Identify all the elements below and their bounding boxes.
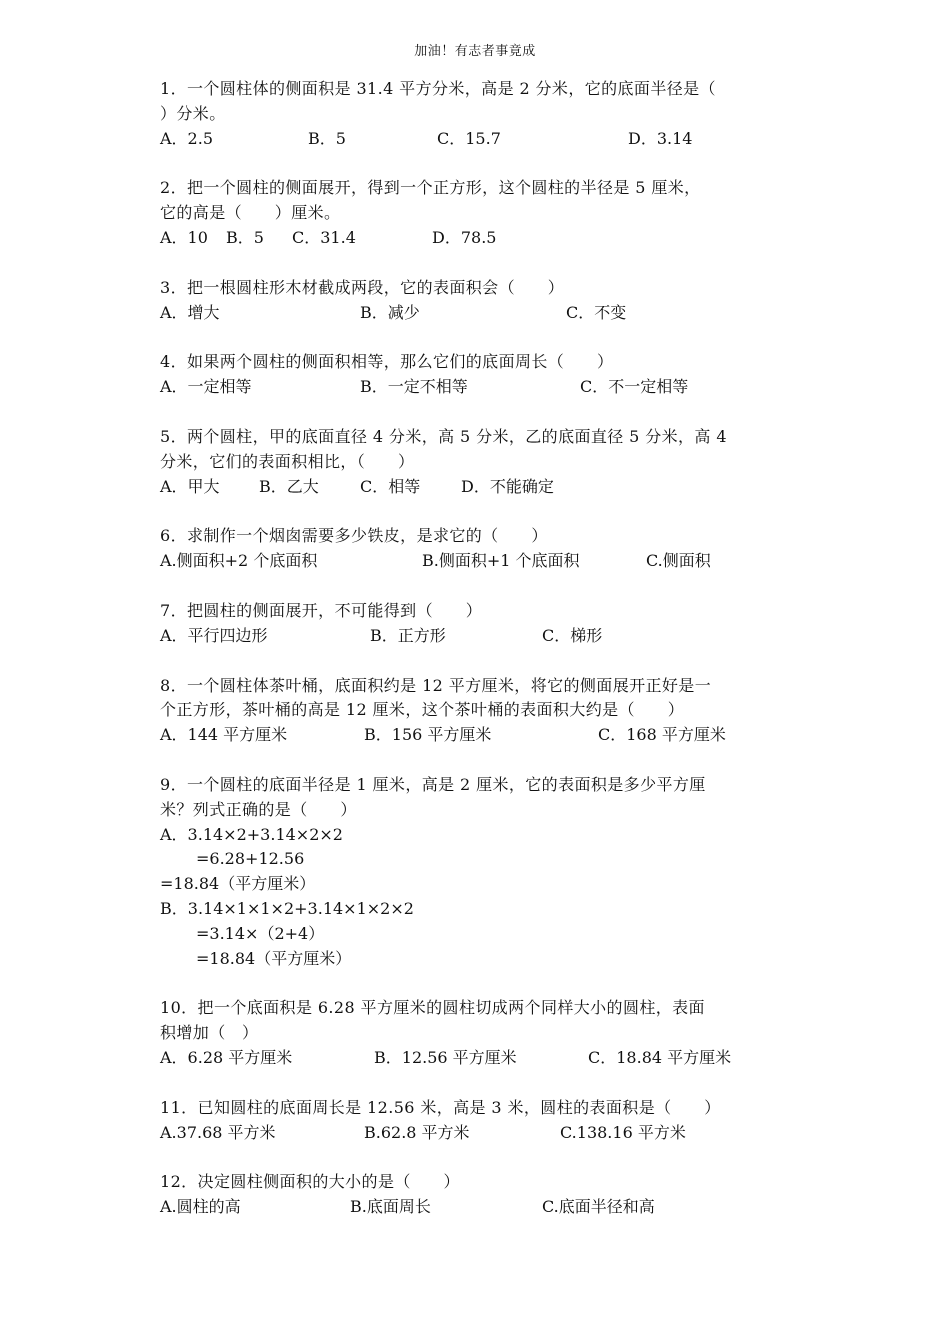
option-c: C．15.7 [437,128,501,148]
option-c: C．不变 [566,302,627,322]
question-stem: 米？列式正确的是（ ） [160,799,357,819]
question-4 [160,350,800,400]
option-a: A．2.5 [160,128,214,148]
calc-line: =3.14×（2+4） [196,923,325,943]
option-b: B.侧面积+1 个底面积 [422,551,580,571]
option-d: D．3.14 [628,128,693,148]
option-b: B．5 [308,128,346,148]
question-3 [160,276,800,326]
question-2 [160,176,800,250]
option-a: A．一定相等 [160,377,252,397]
option-b: B．减少 [360,302,420,322]
option-a: A.37.68 平方米 [160,1122,276,1142]
options-row [160,1195,800,1220]
option-b: B．12.56 平方厘米 [374,1047,517,1067]
question-7 [160,599,800,649]
options-row [160,475,800,500]
options-row [160,226,800,251]
option-a: A．甲大 [160,476,220,496]
calc-line: B．3.14×1×1×2+3.14×1×2×2 [160,898,414,918]
option-a: A．144 平方厘米 [160,725,288,745]
options-row [160,375,800,400]
question-stem: 11．已知圆柱的底面周长是 12.56 米，高是 3 米，圆柱的表面积是（ ） [160,1097,721,1117]
question-stem: 5．两个圆柱，甲的底面直径 4 分米，高 5 分米，乙的底面直径 5 分米，高 4 [160,426,727,446]
option-c: C.底面半径和高 [542,1197,655,1217]
question-stem: 个正方形，茶叶桶的高是 12 厘米，这个茶叶桶的表面积大约是（ ） [160,700,685,720]
option-a: A.侧面积+2 个底面积 [160,551,318,571]
question-stem: 分米，它们的表面积相比，（ ） [160,451,415,471]
option-d: D．78.5 [432,227,497,247]
calc-line: =18.84（平方厘米） [160,874,316,894]
calc-line: =6.28+12.56 [196,849,305,869]
options-row [160,624,800,649]
question-stem: 1．一个圆柱体的侧面积是 31.4 平方分米，高是 2 分米，它的底面半径是（ [160,79,716,98]
option-c: C．不一定相等 [580,377,689,397]
page-header: 加油！有志者事竟成 [414,44,536,59]
option-b: B．5 [226,227,264,247]
option-c: C．相等 [360,476,421,496]
question-stem: 7．把圆柱的侧面展开，不可能得到（ ） [160,600,483,620]
option-a: A．平行四边形 [160,625,268,645]
question-6 [160,524,800,574]
options-row [160,549,800,574]
option-b: B.62.8 平方米 [364,1122,470,1142]
question-stem: 9．一个圆柱的底面半径是 1 厘米，高是 2 厘米，它的表面积是多少平方厘 [160,774,706,794]
question-10 [160,996,800,1070]
option-a: A.圆柱的高 [160,1197,241,1217]
option-c: C．梯形 [542,625,603,645]
question-list [160,77,800,1245]
question-stem: 3．把一根圆柱形木材截成两段，它的表面积会（ ） [160,277,565,297]
question-12 [160,1170,800,1220]
option-b: B．正方形 [370,625,446,645]
option-a: A．6.28 平方厘米 [160,1047,293,1067]
option-a: A．10 [160,227,208,247]
options-row [160,1121,800,1146]
question-stem: 6．求制作一个烟囱需要多少铁皮，是求它的（ ） [160,526,548,546]
option-b: B．一定不相等 [360,377,468,397]
question-stem: 2．把一个圆柱的侧面展开，得到一个正方形，这个圆柱的半径是 5 厘米， [160,178,701,198]
options-row [160,127,800,152]
option-b: B．156 平方厘米 [364,725,492,745]
option-a: A．增大 [160,302,220,322]
question-5 [160,425,800,499]
option-c: C.侧面积 [646,551,711,571]
question-stem: ）分米。 [160,103,226,123]
option-c: C.138.16 平方米 [560,1122,686,1142]
question-stem: 8．一个圆柱体茶叶桶，底面积约是 12 平方厘米，将它的侧面展开正好是一 [160,675,712,695]
option-b: B.底面周长 [350,1197,431,1217]
question-stem: 它的高是（ ）厘米。 [160,203,341,223]
option-c: C．31.4 [292,227,356,247]
calc-line: =18.84（平方厘米） [196,948,352,968]
question-stem: 10．把一个底面积是 6.28 平方厘米的圆柱切成两个同样大小的圆柱，表面 [160,998,705,1018]
question-stem: 12．决定圆柱侧面积的大小的是（ ） [160,1172,460,1192]
question-8 [160,674,800,748]
option-b: B．乙大 [259,476,319,496]
options-row [160,1046,800,1071]
option-c: C．18.84 平方厘米 [588,1047,732,1067]
question-9 [160,773,800,971]
question-stem: 积增加（ ） [160,1023,259,1043]
options-row [160,301,800,326]
question-stem: 4．如果两个圆柱的侧面积相等，那么它们的底面周长（ ） [160,352,614,372]
option-d: D．不能确定 [461,476,554,496]
options-row [160,723,800,748]
option-c: C．168 平方厘米 [598,725,726,745]
question-1 [160,77,800,151]
calc-line: A．3.14×2+3.14×2×2 [160,824,343,844]
question-11 [160,1096,800,1146]
